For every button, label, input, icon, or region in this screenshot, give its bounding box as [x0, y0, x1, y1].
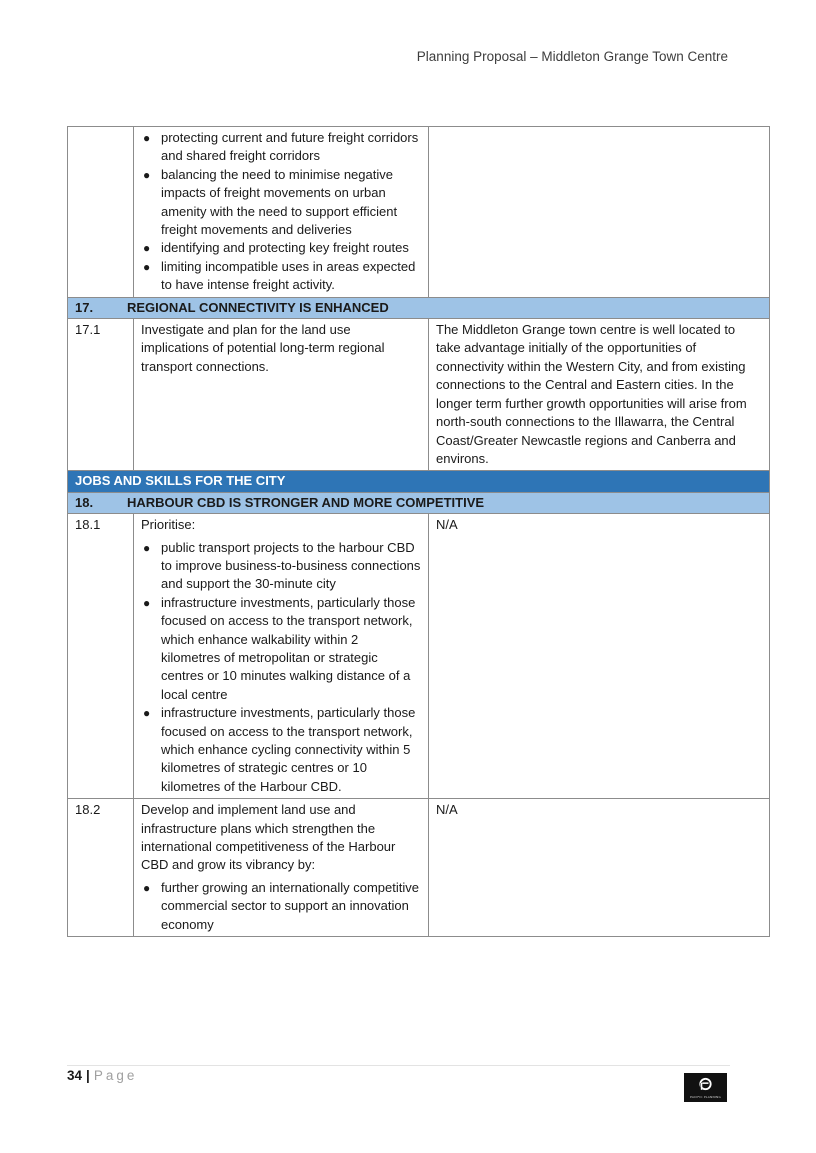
action-cell	[134, 514, 429, 799]
action-lead: Prioritise:	[141, 517, 196, 533]
table-row-18-1	[68, 514, 770, 799]
table-row-18-2	[68, 799, 770, 937]
section-number: 18.	[75, 494, 94, 510]
table-row-continued	[68, 127, 770, 298]
row-id-cell: 18.1	[68, 514, 134, 799]
response-cell: N/A	[429, 799, 770, 937]
company-logo	[684, 1073, 727, 1102]
section-heading-17	[68, 297, 770, 318]
row-id-cell: 17.1	[68, 319, 134, 471]
row-id-cell	[68, 127, 134, 298]
page-number: 34	[67, 1068, 83, 1083]
section-title: REGIONAL CONNECTIVITY IS ENHANCED	[127, 299, 389, 315]
bullet-icon: ●	[143, 880, 151, 895]
page-footer	[67, 1068, 137, 1083]
bullet-icon: ●	[143, 595, 151, 610]
list-item: ● identifying and protecting key freight routes	[141, 239, 421, 257]
action-lead: Develop and implement land use and infrastructure plans which strengthen the international competitiveness of the Harbour CBD and grow its vibrancy by:	[141, 802, 396, 873]
list-item: ● public transport projects to the harbour CBD to improve business-to-business connections and support the 30-minute city	[143, 539, 421, 592]
response-cell: The Middleton Grange town centre is well located to take advantage initially of the opportunities of connectivity within the Western City, and from existing connections to the Central and Eastern cities. In the longer term further growth opportunities will arise from north-south connections to the Illawarra, the Central Coast/Greater Newcastle regions and Canberra and environs.	[429, 319, 770, 471]
bullet-list	[141, 129, 421, 295]
strategy-consistency-table	[67, 126, 770, 937]
list-item: ● protecting current and future freight corridors and shared freight corridors	[143, 130, 419, 164]
bullet-list	[141, 879, 421, 934]
major-heading: JOBS AND SKILLS FOR THE CITY	[68, 471, 770, 492]
section-number: 17.	[75, 299, 94, 315]
section-heading-18	[68, 492, 770, 513]
action-cell: Investigate and plan for the land use implications of potential long-term regional transport connections.	[134, 319, 429, 471]
action-cell	[134, 127, 429, 298]
action-cell	[134, 799, 429, 937]
bullet-icon: ●	[143, 167, 151, 182]
logo-mark-icon	[684, 1073, 727, 1095]
bullet-list	[141, 539, 421, 797]
logo-text: PACIFIC PLANNING	[690, 1095, 721, 1099]
footer-divider	[67, 1065, 730, 1066]
list-item: ● infrastructure investments, particularly those focused on access to the transport network, which enhance walkability within 2 kilometres of metropolitan or strategic centres or 10 minutes walking distance of a local centre	[143, 594, 416, 702]
list-item: ● limiting incompatible uses in areas expected to have intense freight activity.	[143, 258, 416, 293]
page-label: Page	[93, 1068, 138, 1083]
page-header-title: Planning Proposal – Middleton Grange Town Centre	[416, 49, 728, 64]
footer-separator: |	[86, 1068, 90, 1083]
row-id-cell: 18.2	[68, 799, 134, 937]
list-item: ● infrastructure investments, particularly those focused on access to the transport network, which enhance cycling connectivity within 5 kilometres of strategic centres or 10 kilometres of the Harbour CBD.	[143, 705, 416, 794]
major-heading-row	[68, 471, 770, 492]
section-title: HARBOUR CBD IS STRONGER AND MORE COMPETITIVE	[127, 494, 485, 510]
response-cell: N/A	[429, 514, 770, 799]
bullet-icon: ●	[143, 259, 151, 274]
response-cell	[429, 127, 770, 298]
bullet-icon: ●	[143, 706, 151, 721]
table-row-17-1	[68, 319, 770, 471]
bullet-icon: ●	[143, 131, 151, 145]
bullet-icon: ●	[143, 540, 151, 555]
bullet-icon: ●	[143, 241, 151, 256]
list-item: ● further growing an internationally competitive commercial sector to support an innovation economy	[143, 879, 419, 932]
list-item: ● balancing the need to minimise negative impacts of freight movements on urban amenity with the need to support efficient freight movements and deliveries	[143, 166, 398, 238]
